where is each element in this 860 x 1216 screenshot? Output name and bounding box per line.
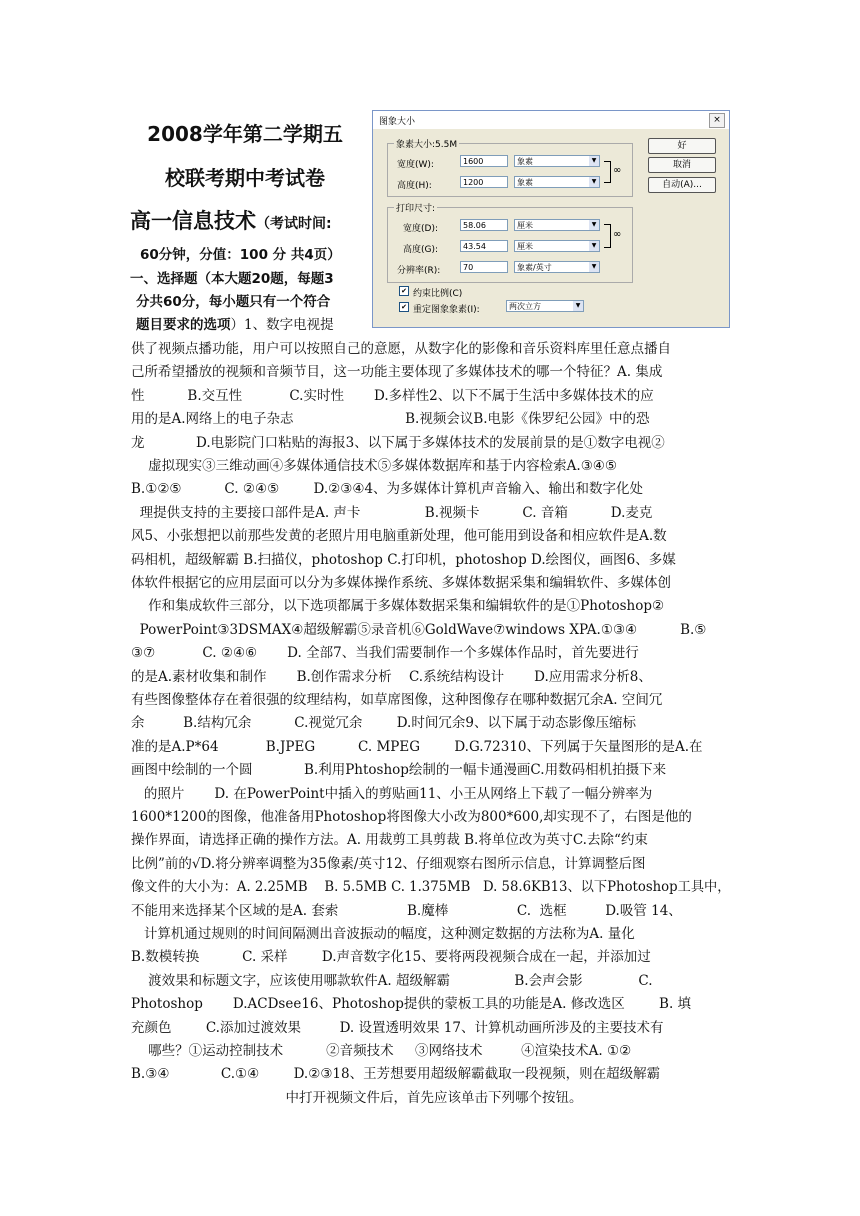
width-input[interactable]: 1600 — [460, 155, 508, 167]
question-text-line: 渡效果和标题文字，应该使用哪款软件A. 超级解霸 B.会声会影 C. — [131, 972, 653, 989]
chain-link-icon: ∞ — [613, 165, 622, 176]
exam-info-line: 60分钟，分值：100 分 共4页） — [140, 247, 341, 263]
chevron-down-icon: ▼ — [573, 301, 583, 311]
dialog-title: 图象大小 — [379, 117, 416, 127]
auto-button[interactable]: 自动(A)... — [648, 177, 716, 193]
question-text-line: ③⑦ C. ②④⑥ D. 全部7、当我们需要制作一个多媒体作品时，首先要进行 — [131, 645, 639, 662]
question-text-line: 己所希望播放的视频和音频节目，这一功能主要体现了多媒体技术的哪一个特征？A. 集成 — [131, 364, 663, 381]
cancel-button[interactable]: 取消 — [648, 157, 716, 173]
chain-link-icon: ∞ — [613, 229, 622, 240]
resolution-label: 分辨率(R): — [397, 266, 441, 276]
question-text-line: 作和集成软件三部分，以下选项都属于多媒体数据采集和编辑软件的是①Photoshop② — [131, 598, 665, 615]
exam-subject-title — [130, 205, 332, 235]
constrain-proportions-checkbox[interactable]: ✔ — [399, 286, 409, 296]
question-text-line: Photoshop D.ACDsee16、Photoshop提供的蒙板工具的功能是A. 修改选区 B. 填 — [131, 996, 692, 1013]
width-unit-select[interactable] — [514, 155, 600, 167]
exam-time-note: （考试时间: — [256, 216, 332, 232]
width-unit-value: 象素 — [517, 157, 533, 166]
section-heading-end: 题目要求的选项 — [136, 317, 231, 333]
resolution-unit-value: 象素/英寸 — [517, 263, 552, 272]
print-height-unit-select[interactable] — [514, 240, 600, 252]
print-height-unit-value: 厘米 — [517, 242, 533, 251]
chevron-down-icon: ▼ — [589, 220, 599, 230]
print-width-input[interactable]: 58.06 — [460, 219, 508, 231]
resample-method-select[interactable] — [506, 300, 584, 312]
constrain-proportions-label: 约束比例(C) — [413, 289, 463, 299]
question-text-line: 虚拟现实③三维动画④多媒体通信技术⑤多媒体数据库和基于内容检索A.③④⑤ — [131, 458, 618, 474]
question-text-line: B.数模转换 C. 采样 D.声音数字化15、要将两段视频合成在一起，并添加过 — [131, 949, 651, 966]
chevron-down-icon: ▼ — [589, 177, 599, 187]
resample-checkbox[interactable]: ✔ — [399, 302, 409, 312]
section-heading-line1: 一、选择题（本大题20题，每题3 — [130, 271, 334, 287]
question-text-line: 像文件的大小为：A. 2.25MB B. 5.5MB C. 1.375MB D. 58.6KB13、以下Photoshop工具中， — [131, 879, 731, 896]
chevron-down-icon: ▼ — [589, 156, 599, 166]
question-text-line: 供了视频点播功能，用户可以按照自己的意愿，从数字化的影像和音乐资料库里任意点播自 — [131, 341, 671, 357]
question-text-line: 充颜色 C.添加过渡效果 D. 设置透明效果 17、计算机动画所涉及的主要技术有 — [131, 1019, 664, 1036]
question-text-line: B.③④ C.①④ D.②③18、王芳想要用超级解霸截取一段视频，则在超级解霸 — [131, 1066, 661, 1083]
exam-title-line1: 2008学年第二学期五 — [147, 122, 343, 146]
question-text-line: 理提供支持的主要接口部件是A. 声卡 B.视频卡 C. 音箱 D.麦克 — [131, 504, 653, 521]
question-text-line: 中打开视频文件后，首先应该单击下列哪个按钮。 — [131, 1089, 583, 1106]
question-text-line: 有些图像整体存在着很强的纹理结构，如草席图像，这种图像存在哪种数据冗余A. 空间冗 — [131, 692, 663, 708]
question-text-line: 操作界面，请选择正确的操作方法。A. 用裁剪工具剪裁 B.将单位改为英寸C.去除“约束 — [131, 832, 648, 849]
close-icon[interactable]: × — [709, 113, 725, 128]
question-text-line: 哪些？①运动控制技术 ②音频技术 ③网络技术 ④渲染技术A. ①② — [131, 1043, 632, 1059]
question-text-line: 龙 D.电影院门口粘贴的海报3、以下属于多媒体技术的发展前景的是①数字电视② — [131, 434, 665, 451]
exam-title-line2: 校联考期中考试卷 — [165, 166, 325, 190]
resolution-input[interactable]: 70 — [460, 261, 508, 273]
question-text-line: PowerPoint③3DSMAX④超级解霸⑤录音机⑥GoldWave⑦windows XPA.①③④ B.⑤ — [131, 621, 707, 638]
chevron-down-icon: ▼ — [589, 262, 599, 272]
print-height-input[interactable]: 43.54 — [460, 240, 508, 252]
resolution-unit-select[interactable] — [514, 261, 600, 273]
dialog-titlebar — [373, 111, 729, 129]
question-text-line: 的是A.素材收集和制作 B.创作需求分析 C.系统结构设计 D.应用需求分析8、 — [131, 668, 652, 685]
question-text-line: 的照片 D. 在PowerPoint中插入的剪贴画11、小王从网络上下载了一幅分辨率为 — [131, 785, 653, 802]
question-text-line: 风5、小张想把以前那些发黄的老照片用电脑重新处理，他可能用到设备和相应软件是A.数 — [131, 528, 667, 545]
question-text-line: 计算机通过规则的时间间隔测出音波振动的幅度，这种测定数据的方法称为A. 量化 — [131, 926, 635, 942]
question-text-line: 体软件根据它的应用层面可以分为多媒体操作系统、多媒体数据采集和编辑软件、多媒体创 — [131, 575, 671, 591]
question-text-line: B.①②⑤ C. ②④⑤ D.②③④4、为多媒体计算机声音输入、输出和数字化处 — [131, 481, 644, 498]
question-text-line: 比例”前的√D.将分辨率调整为35像素/英寸12、仔细观察右图所示信息，计算调整后图 — [131, 855, 646, 872]
question-text-line: 用的是A.网络上的电子杂志 B.视频会议B.电影《侏罗纪公园》中的恐 — [131, 411, 650, 428]
question-text-line: 余 B.结构冗余 C.视觉冗余 D.时间冗余9、以下属于动态影像压缩标 — [131, 715, 636, 732]
section-heading-line2: 分共60分，每小题只有一个符合 — [136, 294, 331, 310]
resample-label: 重定图象象素(I): — [413, 305, 480, 315]
subject-name: 高一信息技术 — [130, 209, 256, 233]
ok-button[interactable]: 好 — [648, 138, 716, 154]
print-width-unit-select[interactable] — [514, 219, 600, 231]
question-text-line: 码相机，超级解霸 B.扫描仪，photoshop C.打印机，photoshop D.绘图仪，画图6、多媒 — [131, 551, 676, 568]
image-size-dialog — [372, 110, 730, 328]
print-width-label: 宽度(D): — [403, 224, 438, 234]
question-text-line: 性 B.交互性 C.实时性 D.多样性2、以下不属于生活中多媒体技术的应 — [131, 387, 654, 404]
question-text-line — [136, 313, 334, 333]
chevron-down-icon: ▼ — [589, 241, 599, 251]
constrain-bracket — [604, 161, 611, 183]
print-size-label: 打印尺寸: — [396, 204, 436, 214]
width-label: 宽度(W): — [397, 160, 434, 170]
pixel-dimensions-label: 象素大小:5.5M — [396, 140, 458, 150]
question-text-line: 准的是A.P*64 B.JPEG C. MPEG D.G.72310、下列属于矢量图形的是A.在 — [131, 738, 703, 755]
height-input[interactable]: 1200 — [460, 176, 508, 188]
print-constrain-bracket — [604, 224, 611, 248]
question-text-line: 画图中绘制的一个圆 B.利用Phtoshop绘制的一幅卡通漫画C.用数码相机拍摄下来 — [131, 762, 667, 779]
question-1-start: ）1、数字电视提 — [230, 317, 334, 333]
height-unit-value: 象素 — [517, 178, 533, 187]
print-width-unit-value: 厘米 — [517, 221, 533, 230]
resample-method-value: 两次立方 — [509, 302, 541, 311]
question-text-line: 不能用来选择某个区域的是A. 套索 B.魔棒 C. 选框 D.吸管 14、 — [131, 902, 682, 919]
height-label: 高度(H): — [397, 181, 432, 191]
print-height-label: 高度(G): — [403, 245, 439, 255]
height-unit-select[interactable] — [514, 176, 600, 188]
question-text-line: 1600*1200的图像，他准备用Photoshop将图像大小改为800*600,却实现不了，右图是他的 — [131, 809, 692, 825]
